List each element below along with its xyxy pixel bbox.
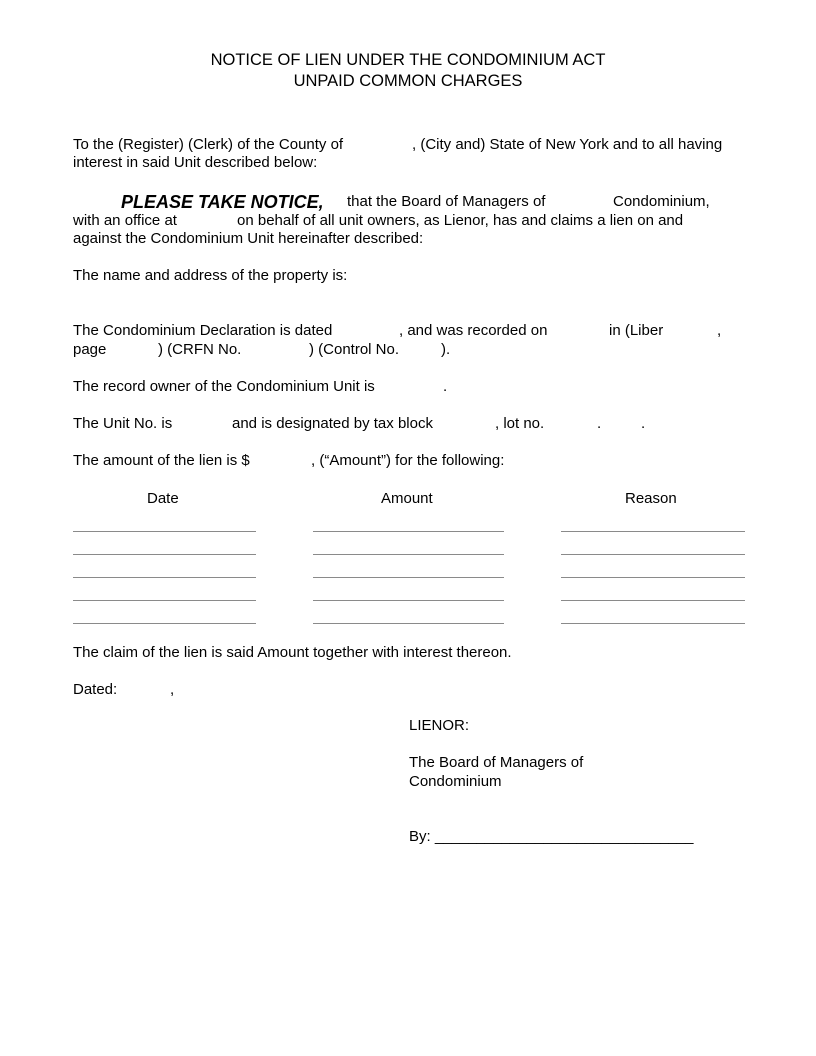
amount-line (313, 577, 504, 578)
tax-block-label: and is designated by tax block (232, 415, 433, 432)
declaration-page: page (73, 341, 107, 358)
notice-line2-b: on behalf of all unit owners, as Lienor, has and claims a lien on and (237, 212, 684, 229)
board-line-2: Condominium (409, 773, 502, 790)
declaration-text-d: , (717, 322, 722, 339)
column-header-reason: Reason (625, 490, 677, 507)
notice-line3: against the Condominium Unit hereinafter described: (73, 230, 424, 247)
notice-line1-a: that the Board of Managers of (347, 193, 546, 210)
date-line (73, 600, 256, 601)
record-owner-label: The record owner of the Condominium Unit is (73, 378, 375, 395)
unit-no-label: The Unit No. is (73, 415, 173, 432)
addressee-text-c: interest in said Unit described below: (73, 154, 318, 171)
addressee-text-a: To the (Register) (Clerk) of the County of (73, 136, 344, 153)
amount-line (313, 531, 504, 532)
notice-line2-a: with an office at (73, 212, 177, 229)
date-line (73, 531, 256, 532)
dated-label: Dated: (73, 681, 118, 698)
reason-line (561, 554, 745, 555)
declaration-end: ). (441, 341, 451, 358)
unit-dot-1: . (597, 415, 602, 432)
property-label: The name and address of the property is: (73, 267, 348, 284)
date-line (73, 577, 256, 578)
reason-line (561, 623, 745, 624)
reason-line (561, 600, 745, 601)
declaration-control: ) (Control No. (309, 341, 400, 358)
lien-amount-label: The amount of the lien is $ (73, 452, 250, 469)
addressee-text-b: , (City and) State of New York and to all having (412, 136, 723, 153)
amount-line (313, 554, 504, 555)
board-line-1: The Board of Managers of (409, 754, 584, 771)
amount-line (313, 623, 504, 624)
lot-no-label: , lot no. (495, 415, 545, 432)
unit-dot-2: . (641, 415, 646, 432)
notice-emphasis: PLEASE TAKE NOTICE, (121, 192, 324, 212)
amount-line (313, 600, 504, 601)
record-owner-end: . (443, 378, 448, 395)
date-line (73, 554, 256, 555)
declaration-text-c: in (Liber (609, 322, 664, 339)
reason-line (561, 531, 745, 532)
date-line (73, 623, 256, 624)
declaration-text-a: The Condominium Declaration is dated (73, 322, 333, 339)
signature-by-line: By: _______________________________ (409, 828, 694, 845)
lien-amount-suffix: , (“Amount”) for the following: (311, 452, 505, 469)
column-header-date: Date (147, 490, 179, 507)
notice-line1-b: Condominium, (613, 193, 710, 210)
reason-line (561, 577, 745, 578)
column-header-amount: Amount (381, 490, 433, 507)
declaration-crfn: ) (CRFN No. (158, 341, 242, 358)
document-subtitle: UNPAID COMMON CHARGES (293, 72, 523, 90)
document-title: NOTICE OF LIEN UNDER THE CONDOMINIUM ACT (210, 51, 606, 69)
dated-comma: , (170, 681, 175, 698)
declaration-text-b: , and was recorded on (399, 322, 548, 339)
claim-statement: The claim of the lien is said Amount together with interest thereon. (73, 644, 512, 661)
lienor-label: LIENOR: (409, 717, 470, 734)
